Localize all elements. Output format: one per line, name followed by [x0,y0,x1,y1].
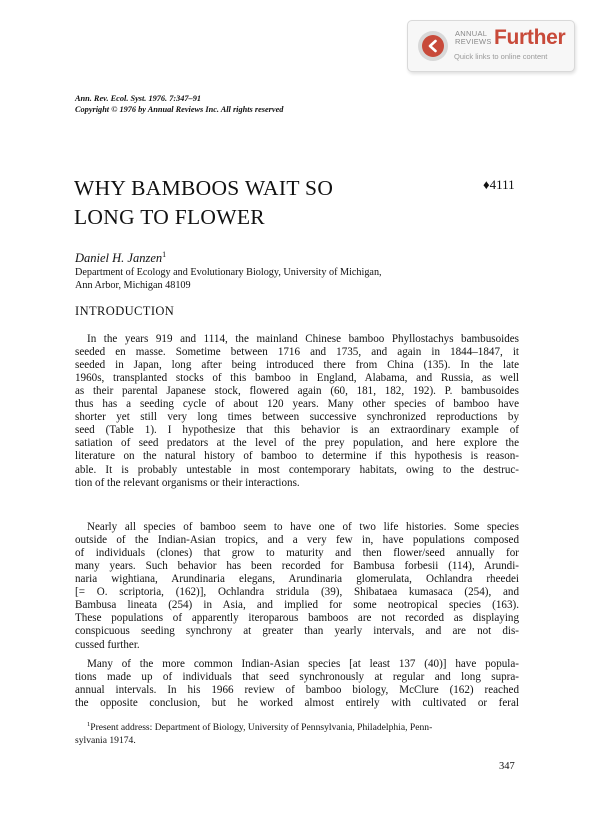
copyright-line: Copyright © 1976 by Annual Reviews Inc. All rights reserved [75,105,284,114]
paragraph-3-line: Many of the more common Indian-Asian species [at least 137 (40)] have popula- [87,658,519,670]
paragraph-2-line: of individuals (clones) that grow to maturity and then flower/seed annually for [75,547,519,560]
author-affiliation: Department of Ecology and Evolutionary Biology, University of Michigan, Ann Arbor, Michigan 48109 [75,267,382,291]
footnote-line-1: $^1$Present address: Department of Biology, University of Pennsylvania, Philadelphia, Penn- [87,721,433,734]
paragraph-2-line: conspicuous seeding synchrony at greater than yearly intervals, and are not dis- [75,625,519,638]
badge-tagline: Quick links to online content [454,52,548,61]
citation-line-1: Ann. Rev. Ecol. Syst. 1976. 7:347–91 [75,94,201,103]
further-logo-icon [418,31,448,61]
paragraph-1-line: able. It is probably untestable in most contemporary habitats, owing to the destruc- [75,463,519,476]
paragraph-1-line: 1960s, transplanted stocks of this bamboo in England, Alabama, and Russia, as well [75,372,519,385]
paragraph-1-line: as their parental Japanese stock, flowered again (60, 181, 182, 192). P. bambusoides [75,385,519,398]
badge-further-label: Further [494,26,566,49]
paragraph-3-line: tions made up of individuals that seed synchronously at regular and long supra- [75,671,519,683]
manuscript-number: ♦4111 [483,177,515,192]
paragraph-1-line: seed (Table 1). I hypothesize that this behavior is an extraordinary example of [75,424,519,437]
paragraph-1-line: seeded en masse. Sometime between 1716 and 1735, and again in 1844–1847, it [75,346,519,359]
badge-publisher: ANNUAL REVIEWS [455,29,492,46]
paragraph-1-line: literature on the natural history of bamboo to determine if this hypothesis is reason- [75,450,519,463]
paragraph-3-line: the opposite conclusion, but he worked almost entirely with cultivated or feral [75,697,519,710]
paragraph-2-line: many years. Such behavior has been recorded for Bambusa forbesii (114), Arundi- [75,560,519,573]
paragraph-1-line: thus has a seeding cycle of about 120 years. Many other species of bamboo have [75,398,519,411]
paragraph-2-line: [= O. scriptoria, (162)], Ochlandra stridula (39), Shibataea kumasaca (254), and [75,586,519,599]
section-heading: INTRODUCTION [75,304,175,318]
author-name: Daniel H. Janzen$^1$ [75,250,167,266]
paragraph-1-line: shorter yet still very long times between successive synchronized reproductions by [75,411,519,424]
paragraph-2-line: cussed further. [75,638,140,651]
paragraph-1-line: seeded in Japan, long after being introduced there from China (135). In the late [75,359,519,372]
paragraph-1-line: tion of the relevant organisms or their interactions. [75,476,300,489]
paragraph-2-line: naria wightiana, Arundinaria elegans, Arundinaria glomerulata, Ochlandra rheedei [75,573,519,586]
page-number: 347 [499,761,515,772]
paragraph-2-line: These populations of apparently iteroparous bamboos are not recorded as displaying [75,612,519,625]
paragraph-1-line: In the years 919 and 1114, the mainland Chinese bamboo Phyllostachys bambusoides [87,333,519,345]
footnote-line-2: sylvania 19174. [75,735,136,746]
paragraph-1-line: satiation of seed predators at the level of the prey population, and here explore the [75,437,519,450]
paragraph-2-line: Nearly all species of bamboo seem to have one of two life histories. Some species [87,521,519,533]
paragraph-3-line: annual intervals. In his 1966 review of bamboo biology, McClure (162) reached [75,684,519,697]
paragraph-2-line: outside of the Indian-Asian tropics, and a very few in, have populations composed [75,534,519,546]
paragraph-2-line: Bambusa lineata (254) in Asia, and implied for some neotropical species (163). [75,599,519,612]
annual-reviews-further-badge[interactable] [407,20,575,72]
article-title: WHY BAMBOOS WAIT SO LONG TO FLOWER [74,176,334,229]
